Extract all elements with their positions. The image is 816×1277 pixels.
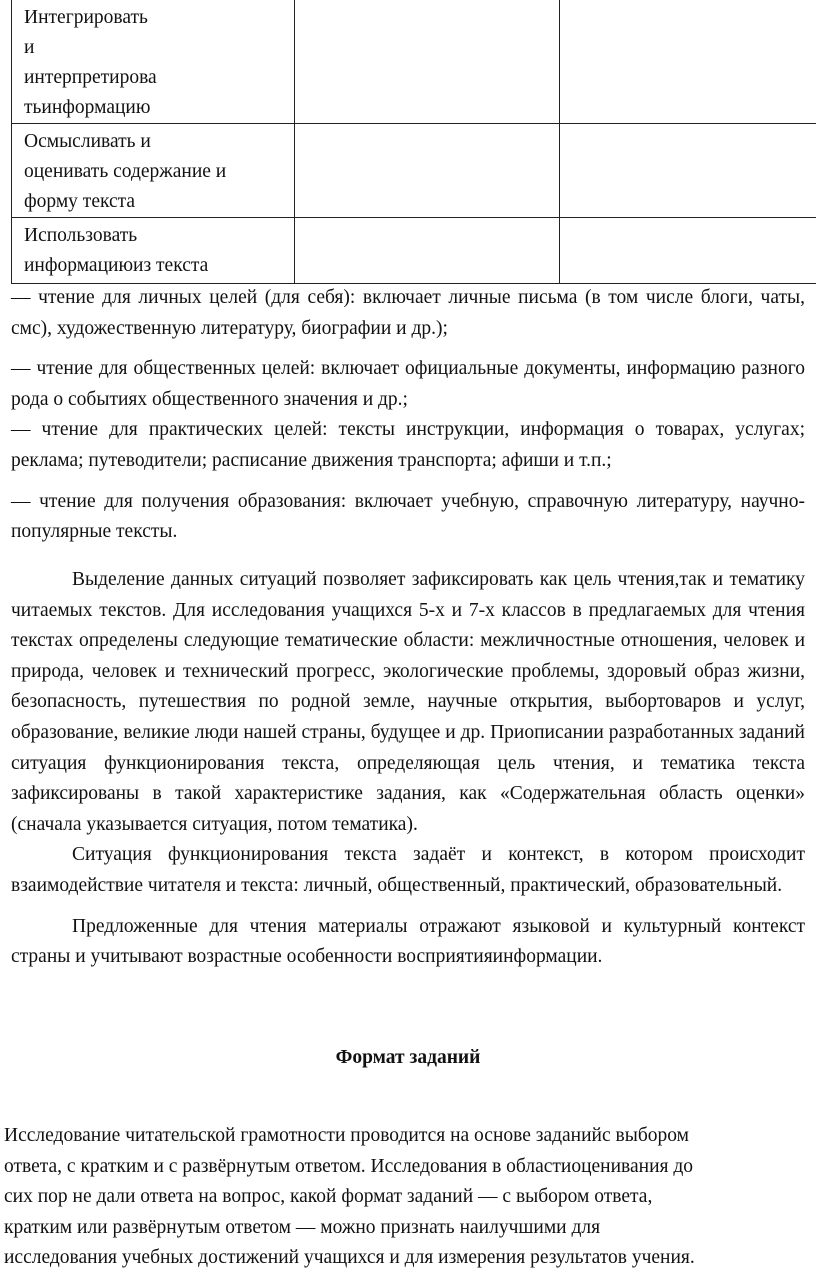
cell-line: Осмысливать и [24, 131, 151, 152]
table-row [12, 124, 816, 218]
section-heading: Формат заданий [335, 1047, 481, 1068]
final-paragraph [4, 1121, 816, 1274]
reading-purposes-list [11, 283, 805, 548]
paragraph-line: исследования учебных достижений учащихся и для измерения результатов учения. [4, 1247, 695, 1268]
paragraph: Выделение данных ситуаций позволяет зафиксировать как цель чтения,так и тематику читаемых текстов. Для исследования учащихся 5-х и 7-х классов в предлагаемых для чтения текстах определены следующие тематические области: межличностные отношения, человек и природа, человек и технический прогресс, экологические проблемы, здоровый образ жизни, безопасность, путешествия по родной земле, научные открытия, выбортоваров и услуг, образование, великие люди нашей страны, будущее и др. Приописании разработанных заданий ситуация функционирования текста, определяющая цель чтения, и тематика текста зафиксированы в такой характеристике задания, как «Содержательная область оценки» (сначала указывается ситуация, потом тематика). [11, 569, 805, 835]
table-cell-empty [560, 0, 816, 124]
paragraph-line: ответа, с кратким и с развёрнутым ответом. Исследования в областиоценивания до [4, 1155, 694, 1177]
table-cell-skill [12, 0, 295, 124]
skills-table [11, 0, 816, 284]
paragraph-line: сих пор не дали ответа на вопрос, какой формат заданий — с выбором ответа, [4, 1186, 653, 1207]
cell-line: и [24, 37, 35, 58]
paragraph: Ситуация функционирования текста задаёт и контекст, в котором происходит взаимодействие читателя и текста: личный, общественный, практический, образовательный. [11, 844, 805, 897]
table-cell-empty [560, 218, 816, 284]
body-paragraphs [11, 565, 805, 973]
table-cell-skill [12, 218, 295, 284]
table-cell-empty [295, 0, 560, 124]
cell-line: Интегрировать [24, 7, 148, 28]
cell-line: интерпретирова [24, 67, 157, 88]
paragraph-line: кратким или развёрнутым ответом — можно признать наилучшими для [4, 1216, 601, 1238]
cell-line: тьинформацию [24, 97, 151, 118]
table-cell-empty [560, 124, 816, 218]
table-row [12, 218, 816, 284]
cell-line: информациюиз текста [24, 255, 209, 276]
paragraph-line: Исследование читательской грамотности проводится на основе заданийс выбором [4, 1125, 689, 1146]
list-item: — чтение для личных целей (для себя): включает личные письма (в том числе блоги, чаты, смс), художественную литературу, биографии и др.); [11, 287, 805, 339]
list-item: — чтение для получения образования: включает учебную, справочную литературу, научно-популярные тексты. [11, 490, 805, 543]
list-item: — чтение для общественных целей: включает официальные документы, информацию разного рода о событиях общественного значения и др.; [11, 358, 805, 410]
cell-line: форму текста [24, 191, 136, 212]
cell-line: оценивать содержание и [24, 161, 227, 182]
list-item: — чтение для практических целей: тексты инструкции, информация о товарах, услугах; реклама; путеводители; расписание движения транспорта; афиши и т.п.; [11, 419, 805, 472]
table-cell-skill [12, 124, 295, 218]
table-row [12, 0, 816, 124]
table-cell-empty [295, 218, 560, 284]
cell-line: Использовать [24, 225, 138, 246]
paragraph: Предложенные для чтения материалы отражают языковой и культурный контекст страны и учитывают возрастные особенности восприятияинформации. [11, 915, 805, 968]
table-cell-empty [295, 124, 560, 218]
